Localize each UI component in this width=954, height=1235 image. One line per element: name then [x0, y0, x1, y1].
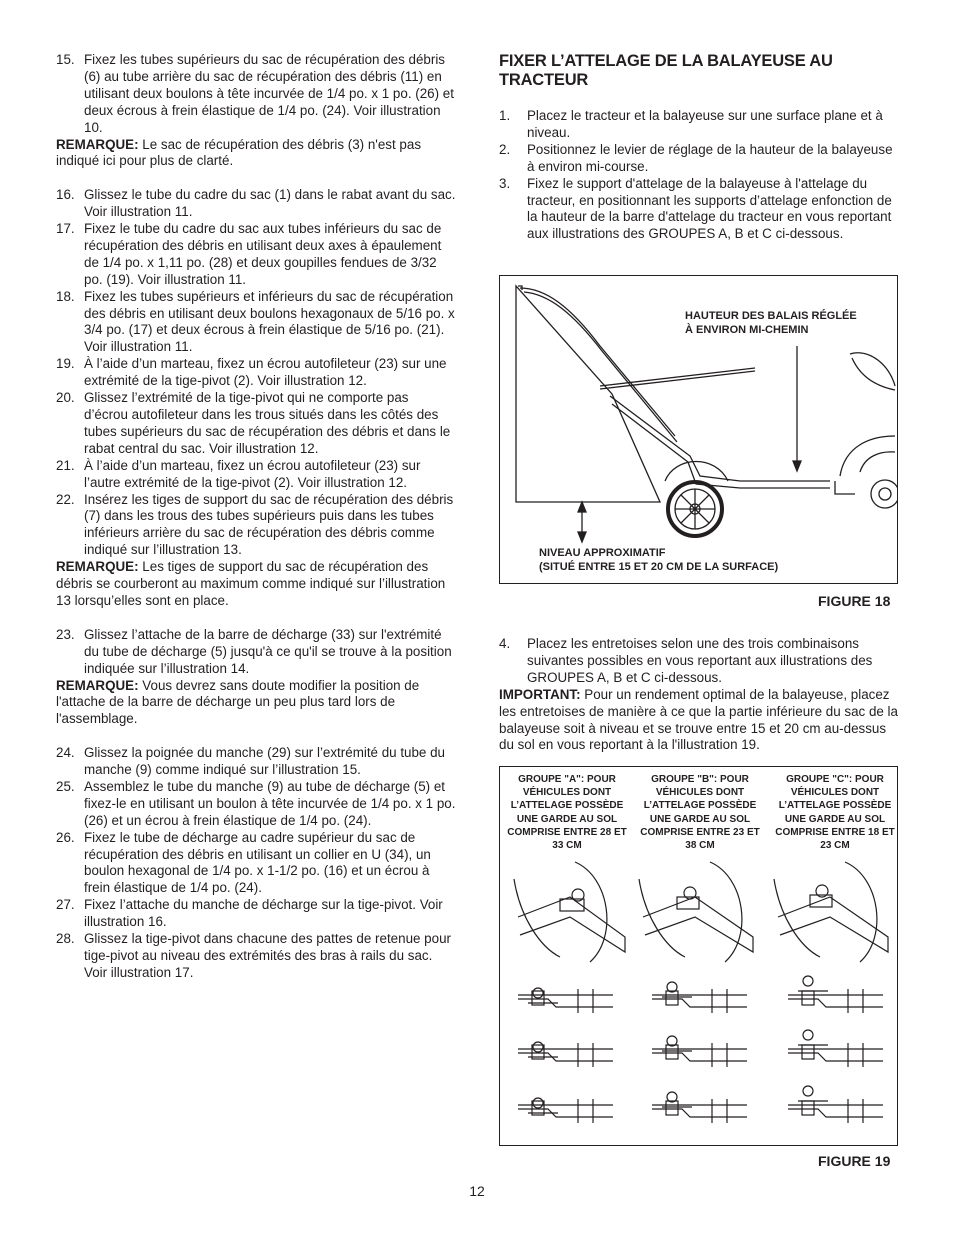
step-27: 27. Fixez l’attache du manche de décharge sur la tige-pivot. Voir illustration 16. [56, 897, 443, 930]
step-1: 1. Placez le tracteur et la balayeuse sur une surface plane et à niveau. [499, 108, 883, 140]
hitch-illustrations [500, 767, 897, 1145]
step-22: 22. Insérez les tiges de support du sac de récupération des débris (7) dans les trous des tubes supérieurs puis dans les tubes inférieurs arrière du sac de récupération des débris comme indiqué sur l’illustration 13. [56, 491, 454, 558]
step-19: 19. À l’aide d’un marteau, fixez un écrou autofileteur (23) sur une extrémité de la tige-pivot (2). Voir illustration 12. [56, 356, 447, 389]
important-note: IMPORTANT: Pour un rendement optimal de la balayeuse, placez les entretoises de manière à ce que la partie inférieure du sac de la balayeuse soit à niveau et se trouve entre 15 et 20 cm au-dessus du sol en vous reportant à la l'illustration 19. [499, 686, 898, 753]
note-1: REMARQUE: Le sac de récupération des débris (3) n'est pas indiqué ici pour plus de clarté. [56, 136, 422, 169]
group-c-label: GROUPE "C": POUR VÉHICULES DONT L’ATTELAGE POSSÈDE UNE GARDE AU SOL COMPRISE ENTRE 18 ET 23 CM [775, 774, 895, 852]
section-heading: FIXER L’ATTELAGE DE LA BALAYEUSE AU TRACTEUR [499, 52, 833, 89]
hitch-side-view [788, 1030, 883, 1067]
fig18-label-top: HAUTEUR DES BALAIS RÉGLÉE À ENVIRON MI-CHEMIN [685, 310, 857, 336]
step-3: 3. Fixez le support d'attelage de la balayeuse à l'attelage du tracteur, en positionnant les supports d’attelage enfonction de la hauteur de la barre d'attelage du tracteur en vous reportant aux illustrations des GROUPES A, B et C ci-dessous. [499, 175, 892, 242]
step-16: 16. Glissez le tube du cadre du sac (1) dans le rabat avant du sac. Voir illustration 11. [56, 187, 456, 220]
hitch-side-view [518, 988, 613, 1013]
hitch-side-view [652, 1036, 747, 1067]
hitch-side-view [788, 1086, 883, 1123]
step-17: 17. Fixez le tube du cadre du sac aux tubes inférieurs du sac de récupération des débris en utilisant deux axes à épaulement de 1/4 po. x 1,11 po. (28) et deux goupilles fendues de 3/32 po. (19). Voir illustration 11. [56, 221, 442, 287]
step-23: 23. Glissez l’attache de la barre de décharge (33) sur l'extrémité du tube de décharge (5) jusqu'à ce qu'il se trouve à la position indiquée sur l’illustration 14. [56, 626, 452, 676]
step-26: 26. Fixez le tube de décharge au cadre supérieur du sac de récupération des débris en utilisant un collier en U (34), un boulon hexagonal de 1/4 po. x 1-1/2 po. (16) et un écrou à frein élastique de 1/4 po. (24). [56, 829, 431, 896]
page-number: 12 [469, 1183, 485, 1199]
figure-18 [499, 275, 898, 584]
step-28: 28. Glissez la tige-pivot dans chacune des pattes de retenue pour tige-pivot au niveau des extrémités des bras à rails du sac. Voir illustration 17. [56, 931, 451, 980]
group-b-label: GROUPE "B": POUR VÉHICULES DONT L’ATTELAGE POSSÈDE UNE GARDE AU SOL COMPRISE ENTRE 23 ET 38 CM [640, 774, 760, 852]
step-18: 18. Fixez les tubes supérieurs et inférieurs du sac de récupération des débris en utilisant deux boulons hexagonaux de 5/16 po. x 3/4 po. (17) et deux écrous à frein élastique de 5/16 po. (21). Voir illustration 11. [56, 288, 455, 355]
right-column-lower [499, 636, 899, 754]
fig18-label-bottom: NIVEAU APPROXIMATIF (SITUÉ ENTRE 15 ET 20 CM DE LA SURFACE) [539, 547, 779, 573]
step-25: 25. Assemblez le tube du manche (9) au tube de décharge (5) et fixez-le en utilisant un boulon à tête incurvée de 1/4 po. x 1 po. (26) et un écrou à frein élastique de 1/4 po. (24). [56, 778, 456, 828]
left-column [56, 52, 456, 982]
group-a-label: GROUPE "A": POUR VÉHICULES DONT L’ATTELAGE POSSÈDE UNE GARDE AU SOL COMPRISE ENTRE 28 ET 33 CM [507, 774, 627, 852]
step-21: 21. À l’aide d’un marteau, fixez un écrou autofileteur (23) sur l’autre extrémité de la tige-pivot (2). Voir illustration 12. [56, 457, 421, 490]
step-15: 15. Fixez les tubes supérieurs du sac de récupération des débris (6) au tube arrière du sac de récupération des débris (11) en utilisant deux boulons à tête incurvée de 1/4 po. x 1 po. (26) et deux écrous à frein élastique de 1/4 po. (24). Voir illustration 10. [56, 52, 454, 135]
figure-19 [499, 766, 898, 1146]
step-20: 20. Glissez l’extrémité de la tige-pivot qui ne comporte pas d’écrou autofileteur dans les trous situés dans les côtés des tubes supérieurs du sac de récupération des débris et dans le rabat central du sac. Voir illustration 12. [56, 390, 451, 456]
hitch-side-view [788, 976, 883, 1013]
step-24: 24. Glissez la poignée du manche (29) sur l’extrémité du tube du manche (9) comme indiqué sur l’illustration 15. [56, 745, 445, 778]
figure-18-caption: FIGURE 18 [818, 593, 891, 609]
hitch-side-view [652, 1092, 747, 1123]
hitch-side-view [518, 1098, 613, 1123]
note-3: REMARQUE: Vous devrez sans doute modifier la position de l'attache de la barre de décharge un peu plus tard lors de l'assemblage. [56, 677, 420, 727]
note-2: REMARQUE: Les tiges de support du sac de récupération des débris se courberont au maximum comme indiqué sur l’illustration 13 lorsqu’elles sont en place. [56, 559, 446, 608]
right-column [499, 52, 899, 243]
hitch-side-view [518, 1042, 613, 1067]
step-2: 2. Positionnez le levier de réglage de la hauteur de la balayeuse à environ mi-course. [499, 141, 893, 174]
hitch-side-view [652, 982, 747, 1013]
figure-19-caption: FIGURE 19 [818, 1153, 891, 1169]
step-4: 4. Placez les entretoises selon une des trois combinaisons suivantes possibles en vous reportant aux illustrations des GROUPES A, B et C ci-dessous. [499, 636, 873, 685]
